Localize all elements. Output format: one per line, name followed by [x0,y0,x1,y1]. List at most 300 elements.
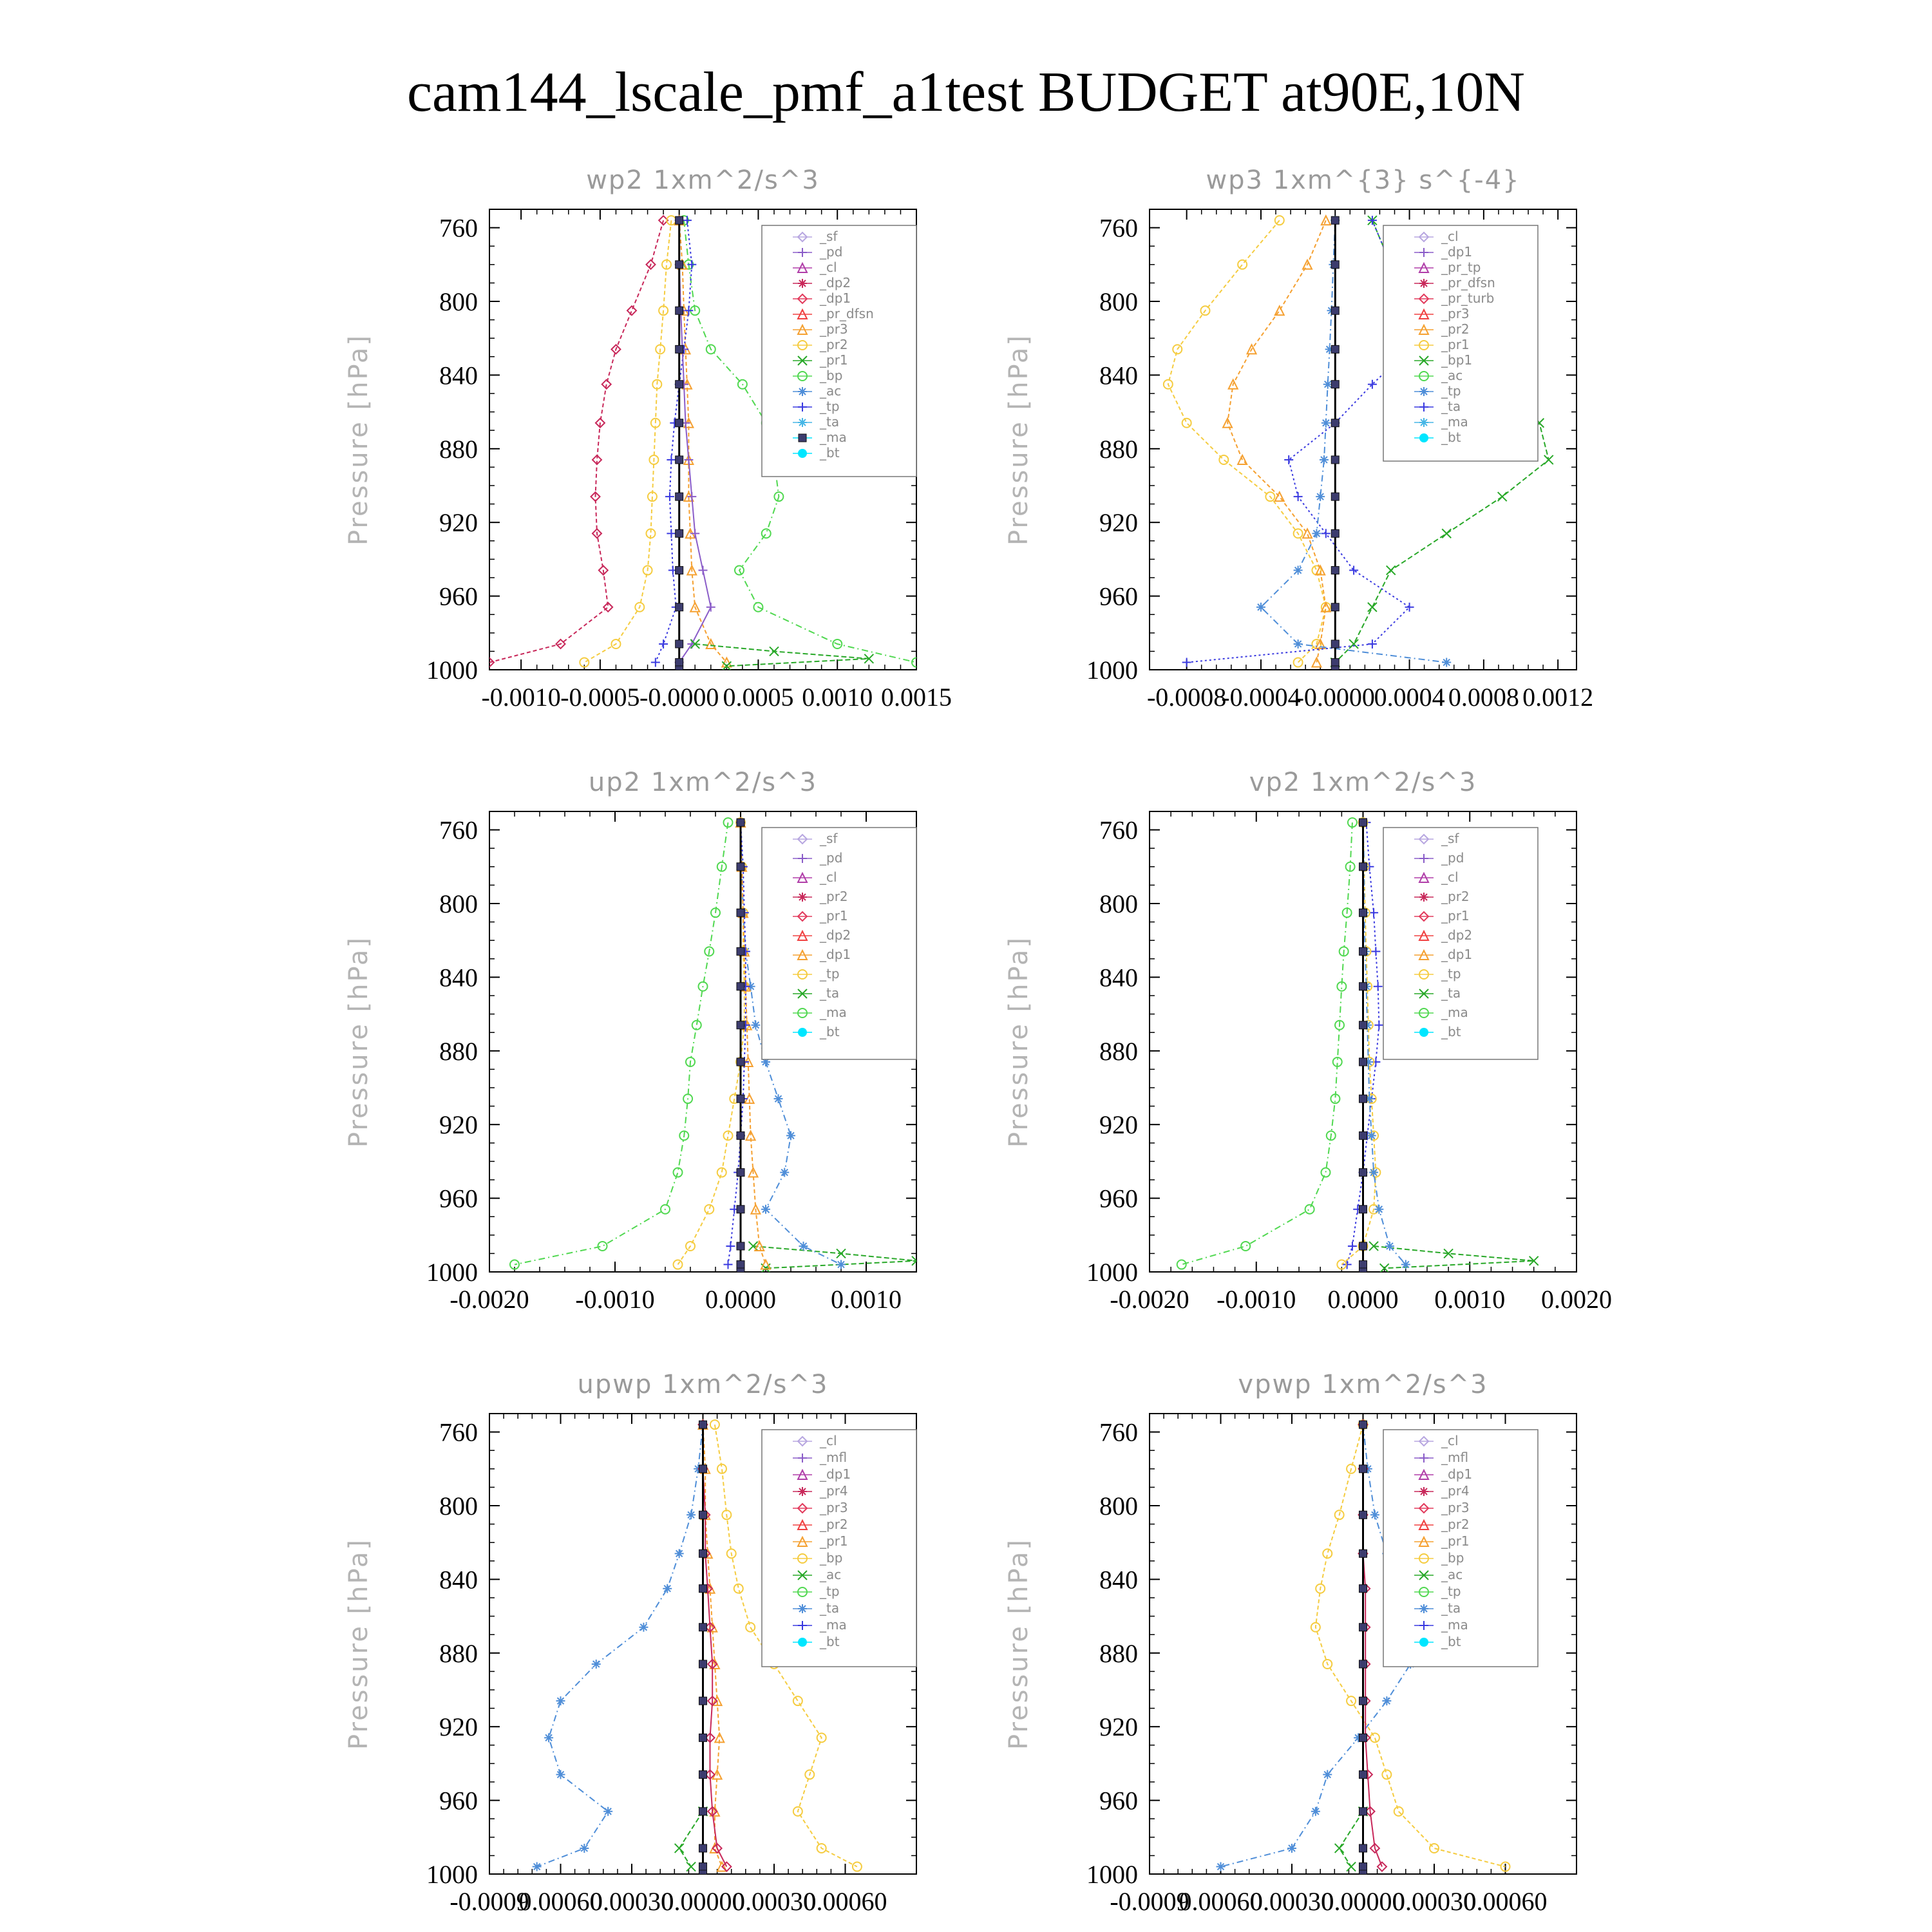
y-tick-label: 960 [1099,582,1138,611]
data-point-bt [1331,307,1339,314]
data-point-bt [699,1549,707,1557]
legend-entry: _pr2 [820,337,848,352]
legend-entry: _pd [820,850,843,866]
x-tick-label: -0.0020 [450,1285,529,1314]
data-point-bt [1359,1734,1367,1741]
legend-entry: _pr4 [1441,1483,1470,1499]
data-point-pd [690,529,699,538]
data-point-ta [1371,947,1380,956]
x-tick-label: 0.0020 [1541,1285,1612,1314]
x-tick-label: 0.00000 [661,1887,745,1916]
legend-entry: _pr_turb [1441,290,1495,306]
data-point-tp [544,1733,553,1742]
y-tick-label: 920 [1099,508,1138,538]
legend-marker [798,418,807,427]
legend-marker [1419,1028,1428,1037]
x-tick-label: -0.0010 [1217,1285,1296,1314]
series-line-pr1 [584,220,671,662]
data-point-tp [774,1094,783,1103]
x-tick-label: 0.00060 [518,1887,603,1916]
data-point-bt [1359,1549,1367,1557]
data-point-tp [603,1807,612,1816]
data-point-ta [1349,566,1358,575]
data-point-bt [1359,1421,1367,1428]
data-point-bt [1359,1206,1367,1213]
data-point-tp [1287,1844,1296,1853]
data-point-tp [1316,492,1325,501]
y-tick-label: 840 [439,1565,478,1595]
data-point-ta [1284,455,1293,464]
data-point-pr1 [1219,455,1228,464]
legend-entry: _bt [1441,1024,1461,1039]
series-line-pr2 [703,1425,723,1866]
data-point-ta [1368,380,1377,389]
y-tick-label: 800 [1099,287,1138,316]
data-point-tp [1367,1131,1376,1140]
x-tick-label: -0.0000 [1295,683,1375,712]
data-point-dp2 [770,647,779,656]
data-point-ta [1343,1260,1352,1269]
data-point-ta [1348,1242,1357,1251]
data-point-dp1 [1305,1205,1314,1214]
legend-marker [1419,1487,1428,1496]
legend-entry: _sf [820,831,838,846]
y-tick-label: 840 [1099,361,1138,390]
legend-entry: _cl [1441,229,1459,244]
data-point-bt [699,1771,707,1779]
data-point-tp [592,1660,601,1669]
y-axis-label: Pressure [hPa] [344,334,374,545]
legend-entry: _pd [1441,850,1464,866]
data-point-tp [780,1168,789,1177]
data-point-pd [699,566,708,575]
legend-entry: _pr_dfsn [820,306,874,321]
legend-marker [1419,1604,1428,1613]
data-point-bt [676,529,683,537]
legend-entry: _pr2 [820,1517,848,1532]
series-line-bp [1340,1812,1363,1867]
legend-entry: _dp2 [820,927,851,943]
legend-entry: _mfl [1441,1450,1469,1465]
data-point-bt [737,863,744,871]
legend-entry: _bp1 [1441,352,1473,368]
legend-entry: _ma [1441,1617,1468,1633]
data-point-tp [1217,1862,1226,1871]
legend-entry: _ma [820,1617,847,1633]
x-tick-label: 0.0010 [831,1285,902,1314]
data-point-bp [1335,1844,1344,1853]
legend-entry: _dp1 [820,1466,851,1482]
data-point-bt [699,1697,707,1705]
data-point-tp [663,1584,672,1593]
legend-entry: _ma [1441,414,1468,430]
data-point-bt [676,567,683,574]
y-tick-label: 880 [1099,1036,1138,1066]
panel-title: wp2 1xm^2/s^3 [586,166,820,195]
x-tick-label: -0.0004 [1221,683,1301,712]
x-tick-label: 0.00030 [732,1887,816,1916]
data-point-tp [687,1510,696,1519]
legend [762,1430,916,1667]
x-tick-label: 0.0005 [723,683,794,712]
data-point-bt [737,1261,744,1269]
y-tick-label: 920 [439,1110,478,1140]
x-tick-label: -0.0000 [639,683,719,712]
legend-entry: _bt [820,1634,840,1649]
data-point-tp [1311,1807,1320,1816]
legend-entry: _pr_tp [1441,260,1481,275]
legend-entry: _pr2 [1441,321,1470,337]
legend-entry: _tp [820,966,840,981]
series-line-pr1 [678,822,744,1264]
data-point-bt [737,983,744,990]
data-point-pr2 [1321,216,1331,225]
data-point-bt [699,1863,707,1871]
y-axis-label: Pressure [hPa] [1004,334,1034,545]
y-tick-label: 760 [439,213,478,243]
data-point-tp [1312,529,1321,538]
data-point-bt [699,1465,707,1473]
chart-panel-2 [1004,166,1593,712]
data-point-tp [761,1205,770,1214]
legend-marker [1419,1638,1428,1647]
x-tick-label: -0.0008 [1146,683,1227,712]
data-point-bt [1359,1242,1367,1250]
legend [1383,828,1538,1059]
data-point-bp1 [1442,529,1451,538]
legend-entry: _bt [820,1024,840,1039]
data-point-bt [676,666,683,674]
data-point-tp [1294,639,1303,649]
series-line-pd [679,220,711,662]
data-point-pd [706,603,715,612]
series-line-bp [679,1812,703,1867]
legend-entry: _cl [1441,1433,1459,1448]
series-line-dp1 [1363,1425,1383,1866]
figure-title: cam144_lscale_pmf_a1test BUDGET at90E,10N [407,61,1525,124]
data-point-pr1 [705,1205,714,1214]
data-point-bt [1359,1268,1367,1276]
data-point-bt [1359,1261,1367,1269]
data-point-bt [737,1206,744,1213]
x-tick-label: 0.0015 [881,683,952,712]
data-point-ta [1321,529,1331,538]
data-point-bt [699,1808,707,1815]
legend-entry: _pr1 [820,1533,848,1549]
data-point-tp [1370,1510,1379,1519]
data-point-tp [1323,380,1332,389]
legend-marker [1419,418,1428,427]
x-tick-label: 0.00030 [590,1887,674,1916]
y-tick-label: 1000 [426,656,478,685]
legend-entry: _sf [1441,831,1459,846]
data-point-bt [1359,983,1367,990]
legend-entry: _ta [820,1600,840,1616]
y-tick-label: 1000 [1086,1258,1138,1287]
x-tick-label: -0.0005 [560,683,640,712]
legend-entry: _ac [1441,368,1463,383]
x-tick-label: 0.0000 [705,1285,776,1314]
data-point-ta [1182,658,1191,667]
legend-entry: _pr2 [1441,889,1470,904]
data-point-bt [737,1058,744,1066]
legend-entry: _dp1 [1441,947,1473,962]
y-tick-label: 880 [439,1036,478,1066]
data-point-bt [676,345,683,353]
legend-entry: _dp1 [820,290,851,306]
data-point-ta [726,1242,735,1251]
y-tick-label: 800 [439,287,478,316]
y-tick-label: 760 [1099,213,1138,243]
data-point-ta [659,639,668,649]
data-point-tp [639,1623,648,1632]
series-line-dp1 [489,220,663,662]
data-point-bt [737,1169,744,1177]
legend-marker [798,449,807,458]
y-axis-label: Pressure [hPa] [1004,1538,1034,1750]
series-line-dp2 [695,644,869,666]
data-point-bp1 [1498,492,1507,501]
legend-entry: _cl [820,260,837,275]
legend-entry: _pr2 [820,889,848,904]
legend-marker [798,387,807,396]
legend-marker [798,893,807,902]
data-point-bt [1331,659,1339,667]
series-line-pr2 [679,220,727,662]
data-point-bt [1359,1771,1367,1779]
x-tick-label: 0.0000 [1327,1285,1399,1314]
data-point-bp1 [1349,639,1358,649]
data-point-bp [687,1862,696,1871]
series-line-dp1 [1182,822,1352,1264]
data-point-bp [1347,1862,1356,1871]
data-point-dp1 [1177,1260,1186,1269]
data-point-pr1 [1430,1844,1439,1853]
data-point-tp [837,1260,846,1269]
y-tick-label: 760 [439,815,478,845]
data-point-tp [580,1844,589,1853]
data-point-bt [699,1660,707,1668]
legend-entry: _tp [820,399,840,414]
legend-entry: _pr1 [1441,1533,1470,1549]
x-tick-label: 0.0010 [1434,1285,1506,1314]
data-point-ta [667,455,676,464]
legend-entry: _dp2 [820,275,851,290]
x-tick-label: 0.00060 [803,1887,887,1916]
legend-marker [798,279,807,288]
data-point-ta [724,1260,733,1269]
y-tick-label: 840 [1099,1565,1138,1595]
data-point-bt [699,1734,707,1741]
panel-title: vp2 1xm^2/s^3 [1249,768,1477,797]
chart-panel-3 [344,768,921,1314]
series-line-dp1 [515,822,728,1264]
legend-marker [798,1487,807,1496]
legend-entry: _pr1 [820,352,848,368]
data-point-bp1 [1544,455,1553,464]
data-point-pr1 [1238,260,1247,269]
y-tick-label: 960 [439,582,478,611]
y-tick-label: 920 [439,1712,478,1742]
data-point-bp [762,529,771,538]
data-point-bt [1331,216,1339,224]
legend-entry: _cl [1441,869,1459,885]
data-point-bt [737,1132,744,1139]
data-point-pr1 [1182,419,1191,428]
legend-entry: _bp [820,1550,843,1566]
data-point-tp [1401,1260,1410,1269]
legend-entry: _ta [1441,985,1461,1001]
legend-entry: _bt [1441,1634,1461,1649]
legend-entry: _pr_dfsn [1441,275,1495,290]
legend [762,828,916,1059]
legend-entry: _pr3 [1441,1500,1470,1515]
y-tick-label: 1000 [1086,1860,1138,1889]
legend-entry: _ma [1441,1005,1468,1020]
y-tick-label: 1000 [426,1258,478,1287]
data-point-bt [737,819,744,826]
data-point-tp [1323,1770,1332,1779]
data-point-pr1 [1275,216,1284,225]
data-point-tp [1320,455,1329,464]
panel-title: up2 1xm^2/s^3 [588,768,818,797]
data-point-bt [676,493,683,500]
data-point-tp [1374,1205,1383,1214]
data-point-pr1 [1382,1770,1391,1779]
legend-entry: _pr3 [820,1500,848,1515]
data-point-bt [699,1511,707,1519]
data-point-bt [699,1624,707,1631]
data-point-bt [1331,456,1339,464]
data-point-tp [556,1696,565,1705]
data-point-bt [676,261,683,269]
legend [1383,1430,1538,1667]
series-line-dp2 [1374,1246,1534,1268]
data-point-bt [676,659,683,667]
data-point-bt [737,1242,744,1250]
legend-marker [1419,387,1428,396]
y-tick-label: 960 [439,1184,478,1213]
legend-marker [798,1604,807,1613]
y-tick-label: 920 [1099,1110,1138,1140]
data-point-bt [1359,1021,1367,1029]
data-point-tp [751,1021,760,1030]
data-point-ta [667,529,676,538]
data-point-ta [1405,603,1414,612]
series-line-ta [656,220,692,662]
legend-entry: _bt [1441,430,1461,445]
data-point-tp [1256,603,1265,612]
data-point-bt [1359,1095,1367,1103]
data-point-bt [1359,1585,1367,1593]
x-tick-label: 0.00060 [1463,1887,1548,1916]
y-tick-label: 800 [1099,889,1138,918]
data-point-tp [1321,419,1331,428]
data-point-bt [1331,381,1339,388]
data-point-bt [1359,1870,1367,1878]
legend-entry: _ta [1441,399,1461,414]
legend-entry: _tp [1441,383,1461,399]
series-line-dp2 [753,1246,917,1268]
data-point-tp [675,1549,684,1558]
legend-marker [1419,893,1428,902]
legend-entry: _pr1 [1441,908,1470,923]
y-tick-label: 840 [439,963,478,992]
data-point-bt [676,381,683,388]
data-point-bt [737,1268,744,1276]
data-point-bt [1331,419,1339,427]
series-line-pr1 [1341,822,1376,1264]
data-point-bt [699,1870,707,1878]
y-tick-label: 880 [1099,1638,1138,1668]
legend-entry: _tp [1441,966,1461,981]
series-line-dp1 [703,1425,727,1866]
data-point-tp [1382,1696,1391,1705]
data-point-bt [1331,640,1339,648]
y-tick-label: 1000 [426,1860,478,1889]
x-tick-label: -0.0010 [575,1285,655,1314]
legend-entry: _pr1 [820,908,848,923]
data-point-bt [1331,567,1339,574]
data-point-bp1 [1368,603,1377,612]
data-point-tp [533,1862,542,1871]
legend-entry: _tp [1441,1584,1461,1599]
data-point-dp1 [1321,1168,1330,1177]
legend-entry: _pr3 [820,321,848,337]
data-point-bt [1359,1132,1367,1139]
legend-entry: _dp1 [1441,1466,1473,1482]
data-point-tp [1442,658,1451,667]
y-tick-label: 800 [439,889,478,918]
data-point-bt [1331,529,1339,537]
y-tick-label: 840 [439,361,478,390]
data-point-bt [1359,863,1367,871]
y-tick-label: 760 [1099,1417,1138,1447]
y-tick-label: 960 [439,1786,478,1815]
legend-entry: _cl [820,869,837,885]
data-point-ta [1374,1021,1383,1030]
x-tick-label: 0.00060 [1179,1887,1263,1916]
data-point-bt [676,640,683,648]
legend-entry: _pr3 [1441,306,1470,321]
y-axis-label: Pressure [hPa] [344,936,374,1148]
data-point-ta [1374,982,1383,991]
legend-entry: _ta [820,414,840,430]
y-tick-label: 840 [1099,963,1138,992]
data-point-bp [675,1844,684,1853]
series-line-tp [537,1425,703,1866]
data-point-ta [1369,908,1378,917]
legend [1383,225,1538,461]
y-tick-label: 800 [439,1492,478,1520]
data-point-bt [1359,1660,1367,1668]
data-point-bt [1331,261,1339,269]
data-point-bt [699,1421,707,1428]
x-tick-label: 0.00030 [1250,1887,1334,1916]
data-point-pr1 [1394,1807,1403,1816]
data-point-bt [1359,1624,1367,1631]
data-point-bt [676,216,683,224]
data-point-ta [665,492,674,501]
data-point-bt [1359,1863,1367,1871]
legend-entry: _pd [820,244,843,260]
legend-marker [798,1028,807,1037]
y-tick-label: 920 [1099,1712,1138,1742]
data-point-bt [737,1021,744,1029]
data-point-bt [1359,1058,1367,1066]
data-point-bt [676,603,683,611]
chart-panel-6 [1004,1370,1577,1916]
